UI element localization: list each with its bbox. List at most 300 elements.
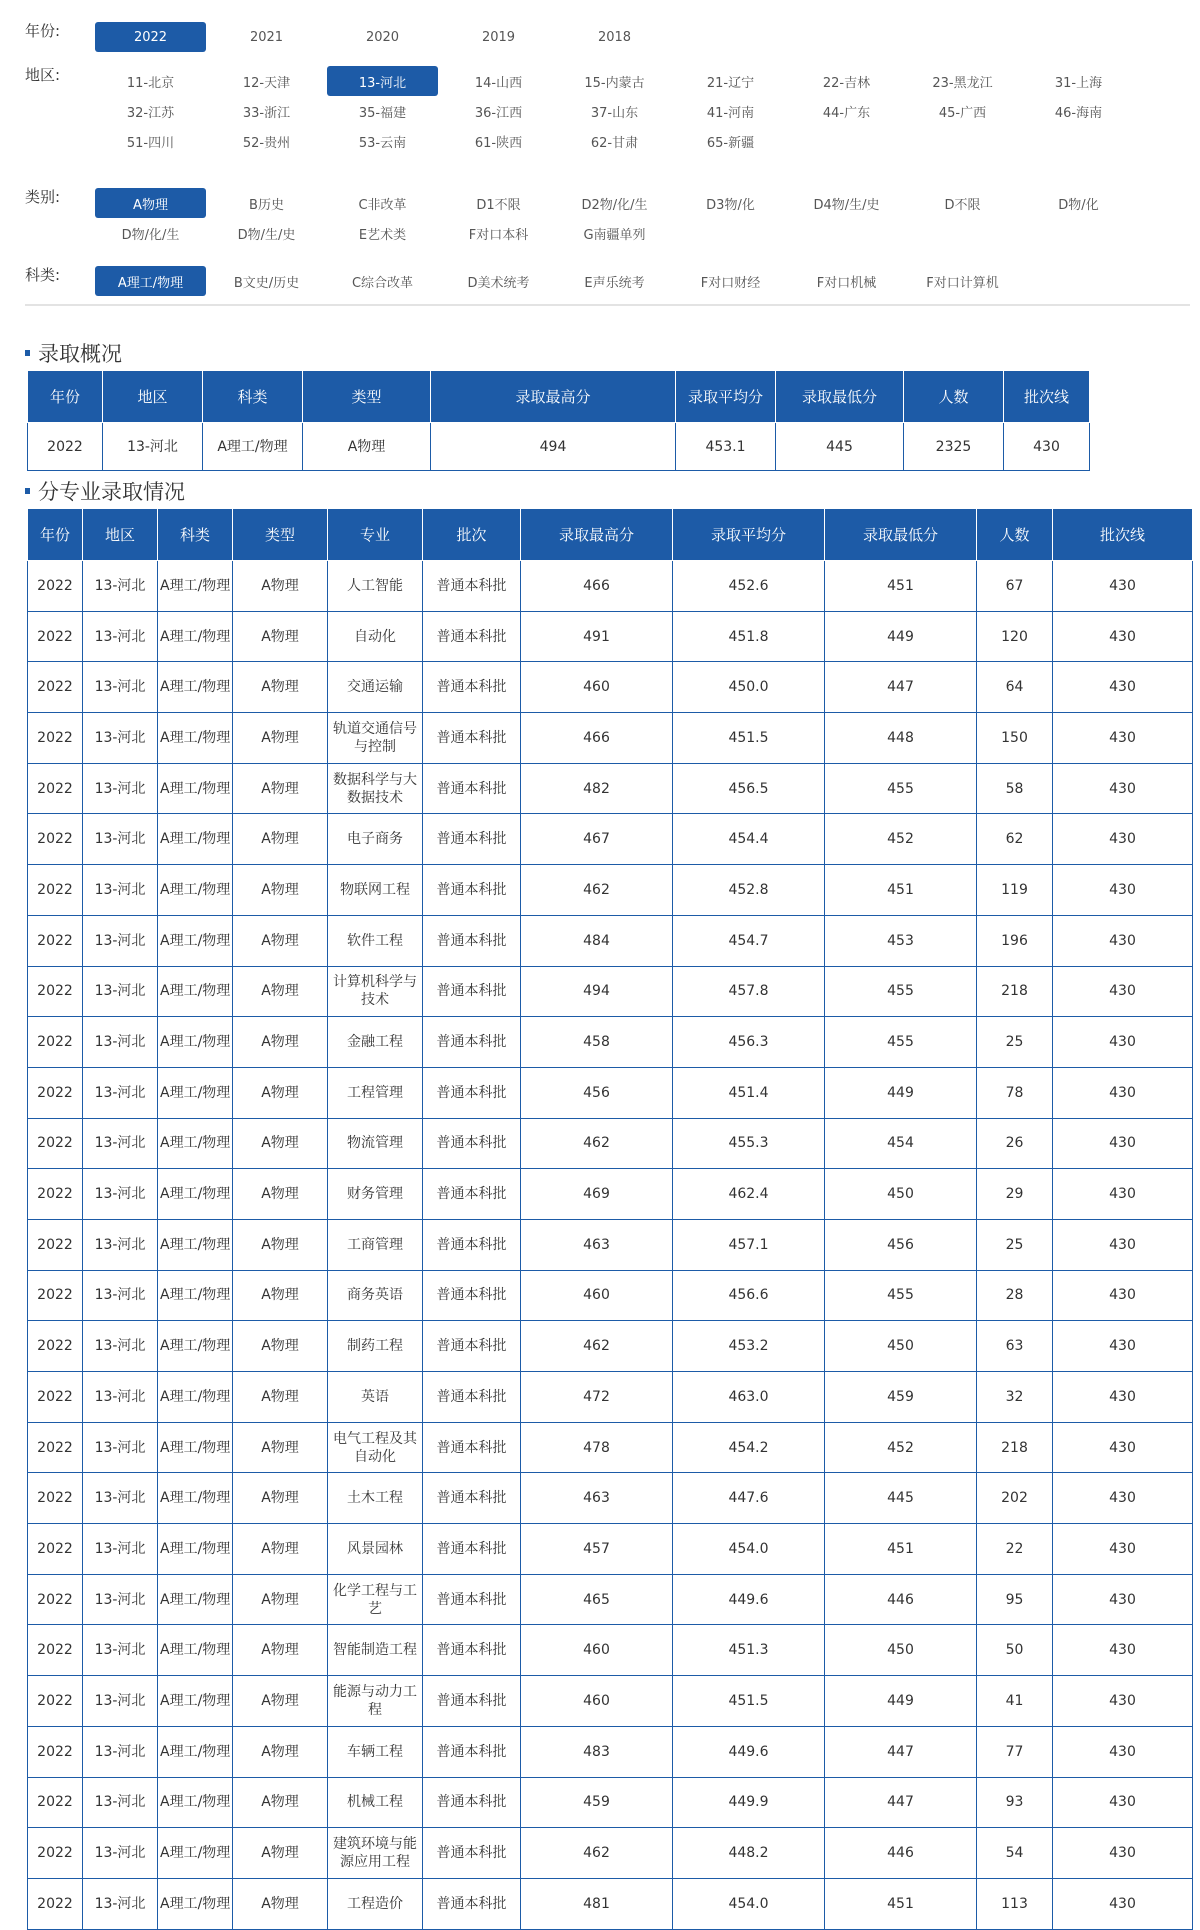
filter-option-category[interactable]: D2物/化/生: [581, 197, 648, 213]
table-cell: A物理: [233, 1219, 328, 1270]
table-cell: 430: [1053, 713, 1193, 764]
table-cell: 普通本科批: [423, 1726, 521, 1777]
filter-option-subject[interactable]: F对口计算机: [926, 275, 999, 291]
table-cell: 448.2: [673, 1828, 825, 1879]
table-cell: 2022: [28, 1524, 83, 1575]
table-cell: 451: [825, 865, 977, 916]
table-cell: 车辆工程: [328, 1726, 423, 1777]
table-cell: 13-河北: [83, 1067, 158, 1118]
table-cell: 软件工程: [328, 915, 423, 966]
filter-option-region[interactable]: 31-上海: [1054, 75, 1103, 91]
table-cell: 455: [825, 966, 977, 1017]
table-cell: 13-河北: [83, 915, 158, 966]
majors-title: 分专业录取情况: [38, 480, 185, 504]
column-header: 年份: [28, 371, 103, 423]
table-cell: 67: [977, 561, 1053, 612]
table-cell: 455.3: [673, 1118, 825, 1169]
table-cell: 456.6: [673, 1270, 825, 1321]
filter-option-subject[interactable]: A理工/物理: [95, 266, 206, 296]
table-cell: 41: [977, 1676, 1053, 1727]
table-cell: 2022: [28, 915, 83, 966]
table-cell: 95: [977, 1574, 1053, 1625]
summary-body: [28, 423, 1090, 471]
table-row: [28, 915, 1193, 966]
table-cell: 447: [825, 1777, 977, 1828]
table-cell: 2022: [28, 966, 83, 1017]
table-cell: A物理: [233, 814, 328, 865]
table-cell: 物流管理: [328, 1118, 423, 1169]
filter-row-category: [25, 188, 1175, 248]
table-cell: 2022: [28, 1270, 83, 1321]
table-cell: 2022: [28, 1726, 83, 1777]
table-cell: 430: [1053, 662, 1193, 713]
filter-option-region[interactable]: 21-辽宁: [706, 75, 755, 91]
table-cell: 483: [521, 1726, 673, 1777]
table-cell: A理工/物理: [158, 1828, 233, 1879]
table-cell: 218: [977, 966, 1053, 1017]
column-header: 类型: [233, 509, 328, 561]
summary-header-row: [28, 371, 1090, 423]
table-cell: 447: [825, 662, 977, 713]
table-cell: 22: [977, 1524, 1053, 1575]
table-cell: 2022: [28, 763, 83, 814]
filter-option-region[interactable]: 12-天津: [242, 75, 291, 91]
table-cell: 484: [521, 915, 673, 966]
table-cell: 454.4: [673, 814, 825, 865]
table-cell: 455: [825, 1017, 977, 1068]
filter-option-region[interactable]: 23-黑龙江: [932, 75, 993, 91]
table-cell: A物理: [233, 915, 328, 966]
table-cell: 457: [521, 1524, 673, 1575]
table-row: [28, 1219, 1193, 1270]
table-cell: 448: [825, 713, 977, 764]
column-header: 批次线: [1004, 371, 1090, 423]
table-cell: 449.9: [673, 1777, 825, 1828]
filter-option-subject[interactable]: F对口财经: [700, 275, 761, 291]
filter-option-region[interactable]: 51-四川: [126, 135, 175, 151]
table-cell: 25: [977, 1017, 1053, 1068]
table-cell: 普通本科批: [423, 662, 521, 713]
table-cell: 445: [825, 1473, 977, 1524]
column-header: 年份: [28, 509, 83, 561]
table-cell: 2022: [28, 814, 83, 865]
table-cell: 449: [825, 1067, 977, 1118]
table-cell: 13-河北: [83, 1118, 158, 1169]
table-cell: 452.6: [673, 561, 825, 612]
filter-option-category[interactable]: D物/生/史: [237, 227, 296, 243]
table-cell: 454.2: [673, 1422, 825, 1473]
table-cell: A物理: [233, 966, 328, 1017]
filter-option-year[interactable]: 2019: [481, 29, 516, 45]
filter-option-region[interactable]: 44-广东: [822, 105, 871, 121]
column-header: 地区: [83, 509, 158, 561]
table-cell: A物理: [233, 1574, 328, 1625]
table-cell: 113: [977, 1878, 1053, 1929]
table-cell: A理工/物理: [158, 1524, 233, 1575]
table-cell: 制药工程: [328, 1321, 423, 1372]
table-cell: 457.1: [673, 1219, 825, 1270]
table-cell: 普通本科批: [423, 1169, 521, 1220]
table-cell: 商务英语: [328, 1270, 423, 1321]
table-cell: 普通本科批: [423, 1524, 521, 1575]
table-cell: 普通本科批: [423, 763, 521, 814]
table-cell: 467: [521, 814, 673, 865]
table-cell: 450: [825, 1169, 977, 1220]
table-cell: 2022: [28, 1422, 83, 1473]
column-header: 科类: [203, 371, 303, 423]
table-cell: 446: [825, 1574, 977, 1625]
table-cell: 13-河北: [83, 1321, 158, 1372]
table-cell: 449.6: [673, 1726, 825, 1777]
table-cell: 2022: [28, 423, 103, 471]
table-cell: 普通本科批: [423, 1118, 521, 1169]
table-cell: 457.8: [673, 966, 825, 1017]
table-cell: 451: [825, 1878, 977, 1929]
table-cell: 机械工程: [328, 1777, 423, 1828]
table-cell: A理工/物理: [158, 1067, 233, 1118]
table-cell: 数据科学与大数据技术: [328, 763, 423, 814]
table-cell: 电气工程及其自动化: [328, 1422, 423, 1473]
table-cell: 450.0: [673, 662, 825, 713]
table-cell: 446: [825, 1828, 977, 1879]
table-cell: A物理: [233, 1169, 328, 1220]
divider: [25, 304, 1190, 306]
table-cell: 2022: [28, 1828, 83, 1879]
table-cell: 463.0: [673, 1372, 825, 1423]
table-row: [28, 662, 1193, 713]
table-cell: A物理: [233, 1777, 328, 1828]
table-cell: 430: [1053, 1777, 1193, 1828]
table-cell: 455: [825, 763, 977, 814]
filter-option-category[interactable]: A物理: [95, 188, 206, 218]
table-cell: 64: [977, 662, 1053, 713]
table-cell: 土木工程: [328, 1473, 423, 1524]
table-cell: 430: [1053, 1321, 1193, 1372]
table-cell: 462: [521, 1118, 673, 1169]
column-header: 专业: [328, 509, 423, 561]
table-cell: 13-河北: [83, 1473, 158, 1524]
table-cell: 430: [1053, 814, 1193, 865]
table-cell: 2022: [28, 1017, 83, 1068]
table-cell: 78: [977, 1067, 1053, 1118]
filter-option-region[interactable]: 53-云南: [358, 135, 407, 151]
table-cell: A理工/物理: [158, 1219, 233, 1270]
filter-option-region[interactable]: 46-海南: [1054, 105, 1103, 121]
column-header: 人数: [977, 509, 1053, 561]
table-cell: 物联网工程: [328, 865, 423, 916]
table-cell: A物理: [233, 1676, 328, 1727]
table-cell: 13-河北: [83, 865, 158, 916]
filter-option-year[interactable]: 2020: [365, 29, 400, 45]
filter-row-subject: [25, 266, 1175, 296]
table-cell: 13-河北: [83, 1422, 158, 1473]
filter-options-category: [95, 188, 1175, 248]
filter-option-category[interactable]: F对口本科: [468, 227, 529, 243]
table-cell: 普通本科批: [423, 1625, 521, 1676]
table-cell: 430: [1053, 1372, 1193, 1423]
table-cell: 430: [1053, 1473, 1193, 1524]
table-cell: A理工/物理: [158, 1422, 233, 1473]
table-cell: A理工/物理: [158, 662, 233, 713]
table-cell: 430: [1053, 611, 1193, 662]
table-row: [28, 1473, 1193, 1524]
filter-option-region[interactable]: 65-新疆: [706, 135, 755, 151]
column-header: 批次线: [1053, 509, 1193, 561]
table-cell: 456: [521, 1067, 673, 1118]
table-cell: 120: [977, 611, 1053, 662]
table-cell: A物理: [233, 1878, 328, 1929]
filter-option-region[interactable]: 13-河北: [327, 66, 438, 96]
table-cell: A理工/物理: [158, 814, 233, 865]
table-row: [28, 814, 1193, 865]
filter-option-category[interactable]: G南疆单列: [583, 227, 646, 243]
table-cell: 普通本科批: [423, 561, 521, 612]
table-cell: 2022: [28, 1118, 83, 1169]
filter-option-region[interactable]: 33-浙江: [242, 105, 291, 121]
section-marker: [25, 350, 30, 356]
table-row: [28, 1372, 1193, 1423]
filter-option-category[interactable]: C非改革: [358, 197, 407, 213]
table-cell: 普通本科批: [423, 1270, 521, 1321]
filter-option-region[interactable]: 35-福建: [358, 105, 407, 121]
table-row: [28, 1625, 1193, 1676]
table-cell: 28: [977, 1270, 1053, 1321]
table-cell: 451.5: [673, 1676, 825, 1727]
table-cell: A物理: [233, 1726, 328, 1777]
table-cell: 工程造价: [328, 1878, 423, 1929]
table-cell: A物理: [233, 1017, 328, 1068]
table-cell: 472: [521, 1372, 673, 1423]
filter-option-year[interactable]: 2021: [249, 29, 284, 45]
table-cell: 2022: [28, 1372, 83, 1423]
table-cell: 451.3: [673, 1625, 825, 1676]
filter-label-year: 年份:: [25, 22, 61, 40]
filter-option-subject[interactable]: F对口机械: [816, 275, 877, 291]
table-cell: 462: [521, 865, 673, 916]
table-cell: 13-河北: [83, 713, 158, 764]
table-cell: 462.4: [673, 1169, 825, 1220]
table-row: [28, 713, 1193, 764]
table-cell: 450: [825, 1625, 977, 1676]
filter-option-region[interactable]: 15-内蒙古: [584, 75, 645, 91]
table-cell: 2022: [28, 1473, 83, 1524]
table-cell: 451.8: [673, 611, 825, 662]
table-cell: 32: [977, 1372, 1053, 1423]
filter-option-category[interactable]: E艺术类: [358, 227, 407, 243]
table-cell: A物理: [233, 1067, 328, 1118]
table-cell: 2022: [28, 662, 83, 713]
table-cell: 453.2: [673, 1321, 825, 1372]
table-cell: 13-河北: [83, 561, 158, 612]
table-cell: 456.3: [673, 1017, 825, 1068]
summary-section-title: [25, 338, 122, 368]
table-cell: A物理: [233, 1422, 328, 1473]
table-cell: A物理: [233, 713, 328, 764]
majors-table: [27, 508, 1193, 1930]
filter-option-category[interactable]: D物/化: [1058, 197, 1099, 213]
majors-section-title: [25, 476, 185, 506]
table-cell: A物理: [233, 1270, 328, 1321]
table-cell: A物理: [233, 1118, 328, 1169]
filter-row-region: [25, 66, 1175, 156]
filter-option-category[interactable]: D3物/化: [706, 197, 755, 213]
table-cell: 458: [521, 1017, 673, 1068]
filter-option-region[interactable]: 32-江苏: [126, 105, 175, 121]
table-row: [28, 1524, 1193, 1575]
table-cell: 449: [825, 1676, 977, 1727]
table-cell: 13-河北: [83, 1625, 158, 1676]
column-header: 类型: [303, 371, 431, 423]
column-header: 录取平均分: [676, 371, 776, 423]
table-cell: 430: [1053, 915, 1193, 966]
table-cell: A物理: [233, 1372, 328, 1423]
table-cell: 普通本科批: [423, 915, 521, 966]
table-cell: 62: [977, 814, 1053, 865]
filter-label-subject: 科类:: [25, 266, 61, 284]
table-row: [28, 1017, 1193, 1068]
filter-option-region[interactable]: 62-甘肃: [590, 135, 639, 151]
filter-option-region[interactable]: 22-吉林: [822, 75, 871, 91]
filter-option-subject[interactable]: E声乐统考: [584, 275, 645, 291]
filter-option-region[interactable]: 61-陕西: [474, 135, 523, 151]
table-cell: 13-河北: [83, 814, 158, 865]
table-cell: 普通本科批: [423, 1422, 521, 1473]
table-cell: 466: [521, 713, 673, 764]
table-cell: 26: [977, 1118, 1053, 1169]
table-row: [28, 966, 1193, 1017]
table-cell: 430: [1053, 1524, 1193, 1575]
table-cell: 460: [521, 1270, 673, 1321]
table-cell: 2022: [28, 561, 83, 612]
table-cell: A理工/物理: [158, 1372, 233, 1423]
filter-option-category[interactable]: D物/化/生: [121, 227, 180, 243]
table-cell: 普通本科批: [423, 1067, 521, 1118]
table-cell: 13-河北: [83, 1828, 158, 1879]
filter-label-category: 类别:: [25, 188, 61, 206]
table-cell: 13-河北: [83, 662, 158, 713]
table-cell: 463: [521, 1219, 673, 1270]
column-header: 录取最高分: [521, 509, 673, 561]
table-cell: 普通本科批: [423, 1878, 521, 1929]
table-cell: 2325: [904, 423, 1004, 471]
table-cell: 202: [977, 1473, 1053, 1524]
table-cell: 456: [825, 1219, 977, 1270]
table-cell: 454.0: [673, 1878, 825, 1929]
table-cell: 13-河北: [83, 1219, 158, 1270]
table-cell: A物理: [233, 1321, 328, 1372]
filter-option-category[interactable]: D不限: [944, 197, 981, 213]
table-cell: 451.4: [673, 1067, 825, 1118]
table-cell: 430: [1053, 1726, 1193, 1777]
table-cell: 454: [825, 1118, 977, 1169]
table-cell: 13-河北: [83, 1777, 158, 1828]
table-row: [28, 865, 1193, 916]
filter-option-subject[interactable]: D美术统考: [467, 275, 530, 291]
table-cell: 13-河北: [83, 1270, 158, 1321]
table-cell: A理工/物理: [158, 1270, 233, 1321]
table-cell: 63: [977, 1321, 1053, 1372]
filter-option-year[interactable]: 2018: [597, 29, 632, 45]
table-cell: 449: [825, 611, 977, 662]
table-cell: 462: [521, 1828, 673, 1879]
table-row: [28, 1574, 1193, 1625]
table-cell: 2022: [28, 611, 83, 662]
majors-body: [28, 561, 1193, 1930]
table-cell: 462: [521, 1321, 673, 1372]
filter-option-region[interactable]: 45-广西: [938, 105, 987, 121]
filter-option-year[interactable]: 2022: [95, 22, 206, 52]
table-cell: 13-河北: [83, 966, 158, 1017]
table-cell: A物理: [233, 763, 328, 814]
table-cell: 430: [1053, 966, 1193, 1017]
table-cell: 455: [825, 1270, 977, 1321]
filter-option-region[interactable]: 52-贵州: [242, 135, 291, 151]
filter-option-region[interactable]: 36-江西: [474, 105, 523, 121]
table-row: [28, 1878, 1193, 1929]
table-cell: 化学工程与工艺: [328, 1574, 423, 1625]
table-cell: 自动化: [328, 611, 423, 662]
table-cell: A理工/物理: [203, 423, 303, 471]
table-cell: 13-河北: [83, 1017, 158, 1068]
table-cell: 2022: [28, 1676, 83, 1727]
table-cell: 2022: [28, 865, 83, 916]
table-cell: 218: [977, 1422, 1053, 1473]
table-cell: 449.6: [673, 1574, 825, 1625]
table-cell: 50: [977, 1625, 1053, 1676]
table-cell: 494: [431, 423, 676, 471]
filter-option-region[interactable]: 14-山西: [474, 75, 523, 91]
table-row: [28, 1828, 1193, 1879]
table-cell: A理工/物理: [158, 763, 233, 814]
table-cell: A理工/物理: [158, 915, 233, 966]
table-cell: 普通本科批: [423, 966, 521, 1017]
table-cell: 普通本科批: [423, 713, 521, 764]
table-cell: 2022: [28, 1219, 83, 1270]
filter-option-region[interactable]: 11-北京: [126, 75, 175, 91]
table-cell: 465: [521, 1574, 673, 1625]
table-cell: 494: [521, 966, 673, 1017]
table-cell: A理工/物理: [158, 1625, 233, 1676]
filter-option-region[interactable]: 37-山东: [590, 105, 639, 121]
table-cell: 金融工程: [328, 1017, 423, 1068]
table-cell: 447: [825, 1726, 977, 1777]
filter-option-category[interactable]: D1不限: [476, 197, 521, 213]
column-header: 录取最高分: [431, 371, 676, 423]
table-cell: 77: [977, 1726, 1053, 1777]
table-cell: 196: [977, 915, 1053, 966]
filter-option-subject[interactable]: B文史/历史: [233, 275, 300, 291]
table-cell: A物理: [303, 423, 431, 471]
table-cell: 普通本科批: [423, 1777, 521, 1828]
table-row: [28, 1676, 1193, 1727]
filter-option-category[interactable]: D4物/生/史: [813, 197, 880, 213]
table-row: [28, 1777, 1193, 1828]
table-cell: A物理: [233, 865, 328, 916]
table-cell: 普通本科批: [423, 1574, 521, 1625]
table-cell: A理工/物理: [158, 561, 233, 612]
filter-option-category[interactable]: B历史: [249, 197, 284, 213]
filter-option-region[interactable]: 41-河南: [706, 105, 755, 121]
table-cell: 风景园林: [328, 1524, 423, 1575]
filter-option-subject[interactable]: C综合改革: [351, 275, 414, 291]
summary-title: 录取概况: [38, 342, 122, 366]
table-cell: A理工/物理: [158, 966, 233, 1017]
table-cell: 25: [977, 1219, 1053, 1270]
table-cell: 能源与动力工程: [328, 1676, 423, 1727]
table-cell: 普通本科批: [423, 1828, 521, 1879]
table-cell: A理工/物理: [158, 1473, 233, 1524]
table-row: [28, 423, 1090, 471]
